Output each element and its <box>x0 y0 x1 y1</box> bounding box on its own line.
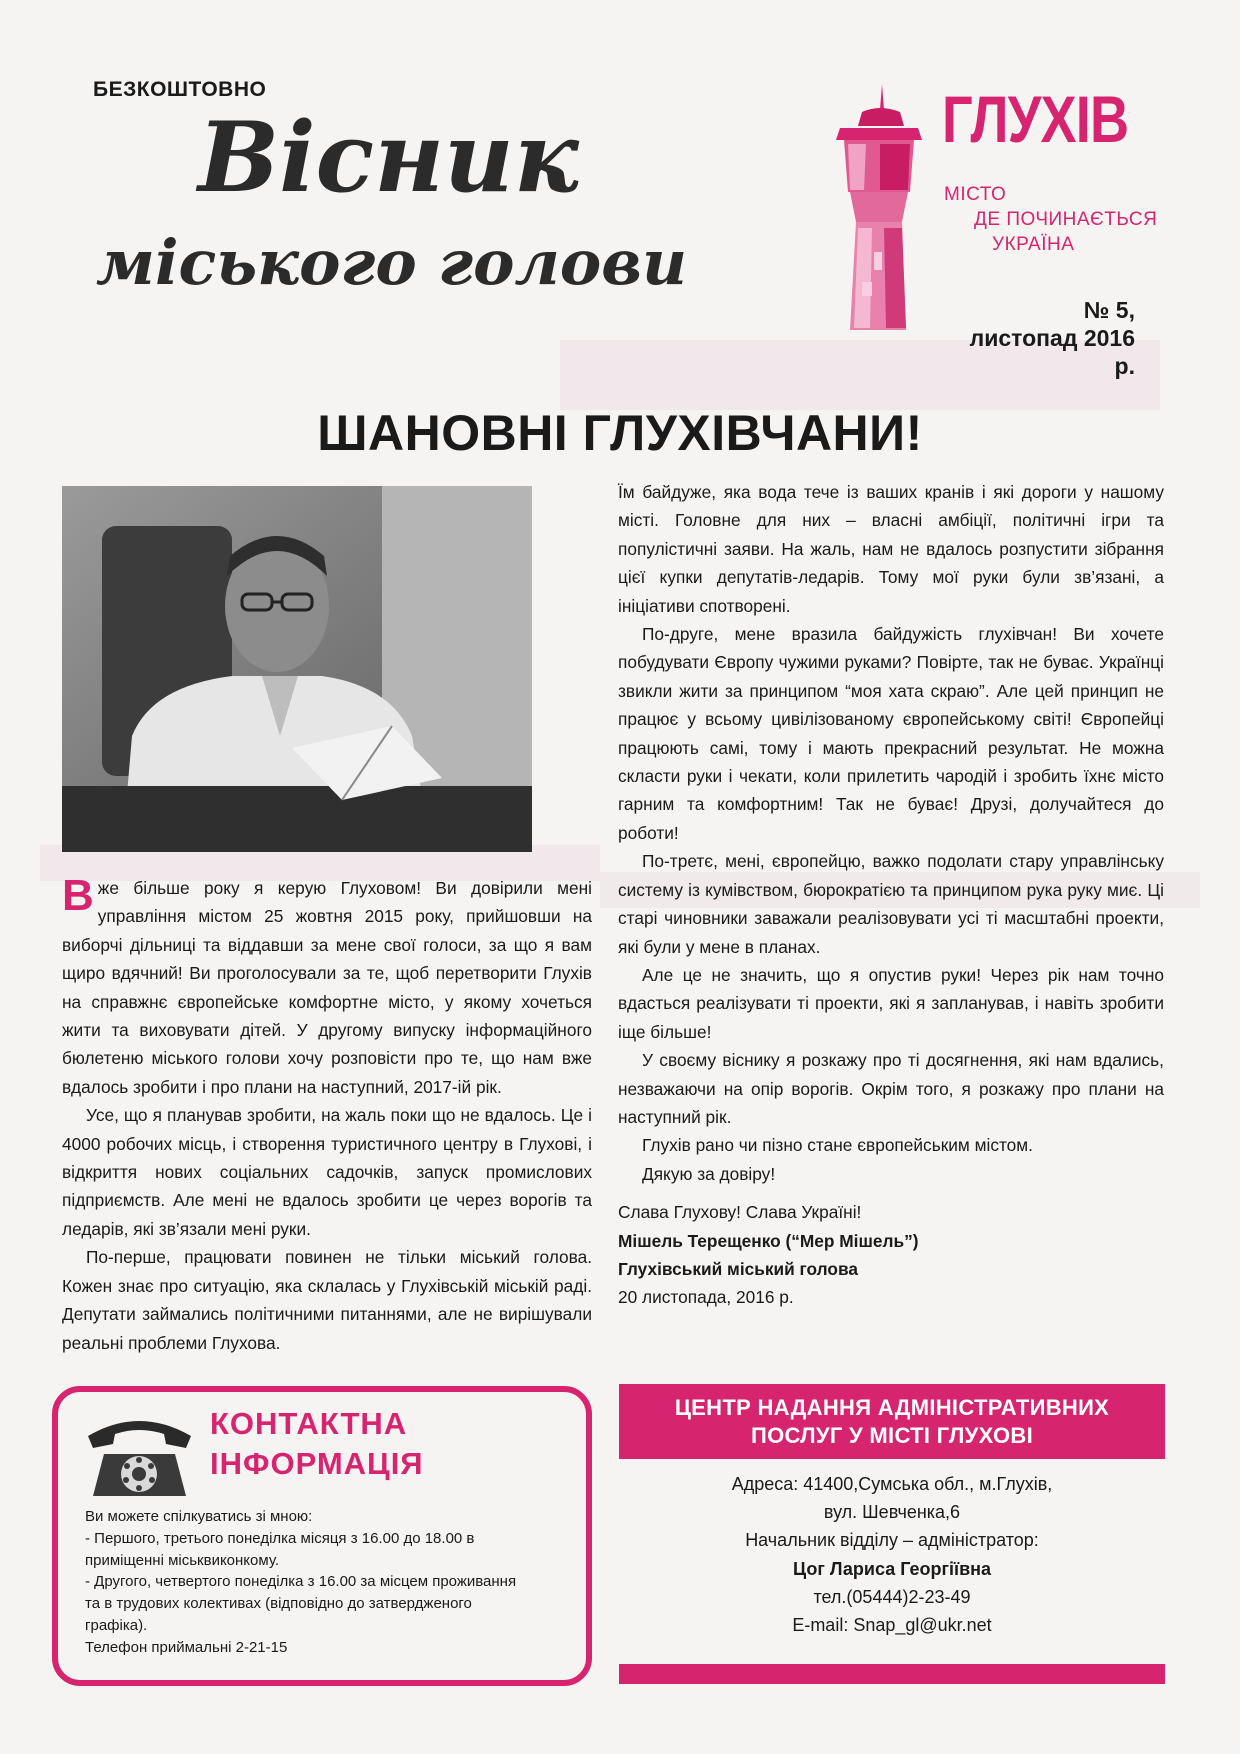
logo-tagline-line: ДЕ ПОЧИНАЄТЬСЯ <box>974 209 1158 230</box>
article-paragraph: Усе, що я планував зробити, на жаль поки що не вдалось. Це і 4000 робочих місць, і створення туристичного центру в Глухові, і відкриття нових соціальних садочків, запуск промислових підприємств. Але мені не вдалось зробити це через ворогів та ледарів, які зв’язали мені руки. <box>62 1105 592 1239</box>
service-center-details <box>619 1470 1165 1639</box>
contact-line: Телефон приймальні 2-21-15 <box>85 1638 288 1656</box>
service-center-title-line: ЦЕНТР НАДАННЯ АДМІНІСТРАТИВНИХ <box>674 1395 1110 1420</box>
contact-title-line: ІНФОРМАЦІЯ <box>210 1446 424 1481</box>
contact-line: та в трудових колективах (відповідно до затвердженого <box>85 1595 472 1613</box>
article-paragraph: По-третє, мені, європейцю, важко подолати стару управлінську систему із кумівством, бюрократією та принципом рука руку миє. Ці старі чиновники заважали реалізовувати усі ті масштабні проекти, які були у мене в планах. <box>618 851 1164 957</box>
signature-name: Мішель Терещенко (“Мер Мішель”) <box>618 1230 919 1251</box>
service-center-title-line: ПОСЛУГ У МІСТІ ГЛУХОВІ <box>750 1423 1034 1448</box>
article-paragraph: По-перше, працювати повинен не тільки міський голова. Кожен знає про ситуацію, яка склалась у Глухівській міській раді. Депутати займались політичними питаннями, але не вирішували реальні проблеми Глухова. <box>62 1247 592 1353</box>
logo-city-name: ГЛУХІВ <box>942 82 1129 156</box>
service-center-head-label: Начальник відділу – адміністратор: <box>745 1530 1039 1551</box>
service-center-phone: тел.(05444)2-23-49 <box>813 1586 971 1607</box>
issue-number: № 5, <box>1083 297 1135 323</box>
drop-cap: В <box>62 871 94 920</box>
contact-line: - Першого, третього понеділка місяця з 16.00 до 18.00 в <box>85 1529 475 1547</box>
article-paragraph: По-друге, мене вразила байдужість глухівчан! Ви хочете побудувати Європу чужими руками? Повірте, так не буває. Українці звикли жити за принципом “моя хата скраю”. Але цей принцип не працює у всьому цивілізованому європейському світі! Європейці працюють самі, тому і мають прекрасний результат. Не можна скласти руки і чекати, коли прилетить чародій і зробить їхнє місто гарним та комфортним! Так не буває! Друзі, долучайтеся до роботи! <box>618 624 1164 843</box>
article-headline: ШАНОВНІ ГЛУХІВЧАНИ! <box>317 405 923 461</box>
service-center-email: E-mail: Snap_gl@ukr.net <box>792 1615 992 1636</box>
signature-block <box>618 1198 1164 1312</box>
contact-details <box>85 1506 575 1659</box>
contact-line: - Другого, четвертого понеділка з 16.00 за місцем проживання <box>85 1573 517 1591</box>
service-center-header <box>619 1384 1165 1459</box>
service-center-street: вул. Шевченка,6 <box>823 1502 961 1523</box>
issue-info <box>960 296 1135 380</box>
article-paragraph: У своєму віснику я розкажу про ті досягнення, які нам вдались, незважаючи на опір ворогів. Окрім того, я розкажу про плани на наступний рік. <box>618 1050 1164 1127</box>
article-paragraph-text: же більше року я керую Глуховом! Ви довірили мені управління містом 25 жовтня 2015 року, прийшовши на виборчі дільниці та віддавши за мене свої голоси, за що я вам щиро вдячний! Ви проголосували за те, щоб перетворити Глухів на справжнє європейське комфортне місто, у якому хочеться жити та виховувати дітей. У другому випуску інформаційного бюлетеню міського голови хочу розповісти про те, що нам вже вдалось зробити і про плани на наступний, 2017-ій рік. <box>62 878 592 1097</box>
contact-line: приміщенні міськвиконкому. <box>85 1551 280 1569</box>
logo-tagline <box>944 182 1157 257</box>
telephone-icon <box>82 1410 197 1500</box>
logo-tagline-line: УКРАЇНА <box>992 234 1075 255</box>
tower-logo-icon <box>810 82 940 332</box>
contact-title <box>210 1404 424 1484</box>
article-left-column <box>62 871 592 1357</box>
article-paragraph <box>62 871 592 1101</box>
signature-date: 20 листопада, 2016 р. <box>618 1287 794 1308</box>
article-paragraph: Але це не значить, що я опустив руки! Через рік нам точно вдасться реалізувати ті проекти, які я запланував, і навіть зробити іще більше! <box>618 964 1164 1042</box>
logo-tagline-line: МІСТО <box>944 184 1007 205</box>
free-label: БЕЗКОШТОВНО <box>93 78 267 101</box>
portrait-photo <box>62 486 532 852</box>
masthead-subtitle: міського голови <box>96 226 688 299</box>
article-paragraph: Їм байдуже, яка вода тече із ваших кранів і які дороги у нашому місті. Головне для них – власні амбіції, політичні ігри та популістичні заяви. На жаль, нам не вдалось розпустити зібрання цієї купки депутатів-ледарів. Тому мої руки були зв’язані, а ініціативи спотворені. <box>618 482 1164 616</box>
service-center-address: Адреса: 41400,Сумська обл., м.Глухів, <box>731 1474 1053 1494</box>
article-right-column <box>618 478 1164 1312</box>
service-center-footer-bar <box>619 1664 1165 1684</box>
contact-line: Ви можете спілкуватись зі мною: <box>85 1508 313 1525</box>
article-paragraph: Глухів рано чи пізно стане європейським містом. <box>642 1135 1033 1156</box>
article-paragraph: Дякую за довіру! <box>642 1163 776 1184</box>
signature-greeting: Слава Глухову! Слава Україні! <box>618 1202 862 1223</box>
signature-title: Глухівський міський голова <box>618 1258 858 1279</box>
issue-date: листопад 2016 р. <box>969 325 1135 379</box>
masthead-title: Вісник <box>198 101 579 214</box>
service-center-head-name: Цог Лариса Георгіївна <box>792 1558 992 1579</box>
contact-line: графіка). <box>85 1616 148 1634</box>
contact-title-line: КОНТАКТНА <box>210 1406 408 1441</box>
